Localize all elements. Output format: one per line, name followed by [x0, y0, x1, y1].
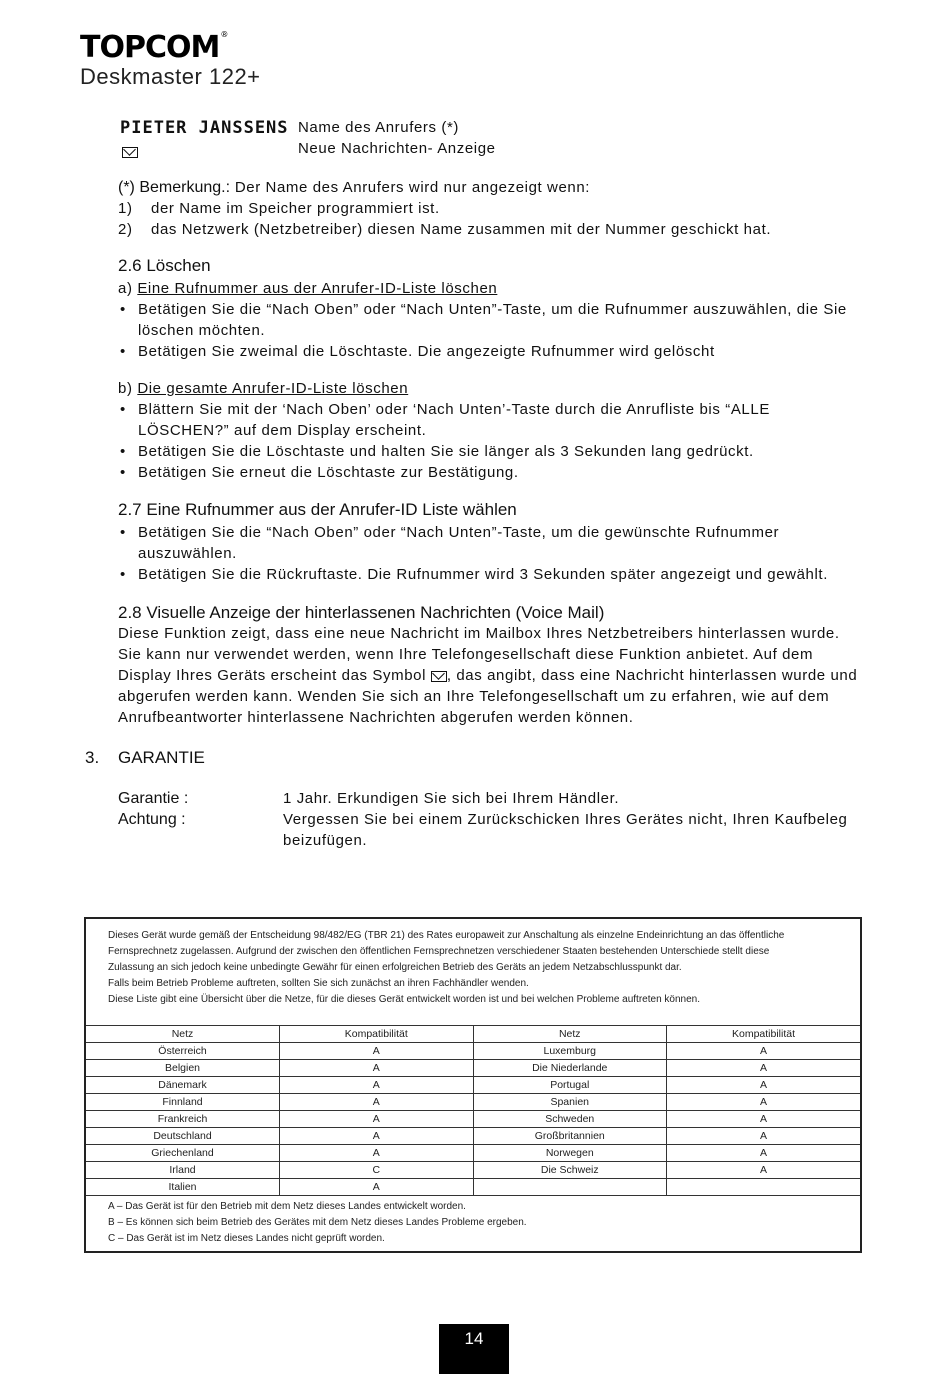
warranty-block: [118, 788, 858, 851]
caller-name-label: Name des Anrufers (*): [298, 119, 459, 136]
table-cell: Großbritannien: [473, 1128, 667, 1145]
table-row: [86, 1128, 860, 1145]
sub-a-list: [118, 299, 858, 362]
table-cell: Die Schweiz: [473, 1162, 667, 1179]
table-cell: Luxemburg: [473, 1043, 667, 1060]
table-cell: [473, 1179, 667, 1196]
table-cell: A: [280, 1060, 474, 1077]
table-cell: A: [280, 1077, 474, 1094]
table-cell: A: [667, 1128, 861, 1145]
column-header: Netz: [86, 1026, 280, 1043]
column-header: Kompatibilität: [667, 1026, 861, 1043]
section-2-8-heading: 2.8 Visuelle Anzeige der hinterlassenen Nachrichten (Voice Mail): [118, 603, 605, 622]
table-cell: Österreich: [86, 1043, 280, 1060]
remark-item-number: 1): [118, 200, 133, 217]
table-row: [86, 1077, 860, 1094]
sub-a-prefix: a): [118, 280, 138, 297]
new-messages-label: Neue Nachrichten- Anzeige: [298, 140, 496, 157]
intro-line: Diese Liste gibt eine Übersicht über die Netze, für die dieses Gerät entwickelt worden ist und bei welchen Probleme auftreten können.: [108, 994, 700, 1005]
table-header-row: [86, 1026, 860, 1043]
table-cell: A: [667, 1077, 861, 1094]
sub-b-prefix: b): [118, 380, 138, 397]
list-item: • Betätigen Sie die Rückruftaste. Die Rufnummer wird 3 Sekunden später angezeigt und gewählt.: [138, 564, 858, 585]
table-cell: Finnland: [86, 1094, 280, 1111]
remark-block: [118, 177, 858, 240]
table-cell: A: [280, 1111, 474, 1128]
list-item: • Blättern Sie mit der ‘Nach Oben’ oder ‘Nach Unten’-Taste durch die Anrufliste bis “ALLE LÖSCHEN?” auf dem Display erscheint.: [138, 399, 858, 441]
table-cell: A: [280, 1094, 474, 1111]
table-cell: A: [667, 1162, 861, 1179]
list-item: • Betätigen Sie erneut die Löschtaste zur Bestätigung.: [138, 462, 858, 483]
column-header: Netz: [473, 1026, 667, 1043]
remark-item-number: 2): [118, 221, 133, 238]
sub-b-title: Die gesamte Anrufer-ID-Liste löschen: [137, 380, 409, 397]
remark-text: Der Name des Anrufers wird nur angezeigt wenn:: [230, 179, 591, 196]
table-cell: Die Niederlande: [473, 1060, 667, 1077]
section-2-7-heading: 2.7 Eine Rufnummer aus der Anrufer-ID Liste wählen: [118, 500, 517, 519]
section-2-6: [118, 255, 858, 483]
table-cell: A: [667, 1043, 861, 1060]
lcd-display-sample: PIETER JANSSENS: [120, 118, 289, 138]
table-row: [86, 1043, 860, 1060]
intro-line: Dieses Gerät wurde gemäß der Entscheidung 98/482/EG (TBR 21) des Rates europaweit zur Anschaltung als einzelne Endeinrichtung an das öffentliche: [108, 930, 785, 941]
legend-line: A – Das Gerät ist für den Betrieb mit dem Netz dieses Landes entwickelt worden.: [108, 1201, 466, 1212]
table-row: [86, 1179, 860, 1196]
table-cell: A: [667, 1094, 861, 1111]
table-cell: Schweden: [473, 1111, 667, 1128]
section-2-7: [118, 499, 858, 585]
remark-item-text: der Name im Speicher programmiert ist.: [151, 200, 440, 217]
compliance-box: [84, 917, 862, 1253]
achtung-text: Vergessen Sie bei einem Zurückschicken Ihres Gerätes nicht, Ihren Kaufbeleg beizufügen.: [283, 811, 848, 849]
legend-line: B – Es können sich beim Betrieb des Gerätes mit dem Netz dieses Landes Probleme ergeben.: [108, 1217, 527, 1228]
intro-line: Fernsprechnetz zugelassen. Aufgrund der zwischen den öffentlichen Fernsprechnetzen verschiedener Staaten bestehenden Unterschiede stellt diese: [108, 946, 770, 957]
table-cell: A: [280, 1043, 474, 1060]
topcom-logo: TOPCOM®: [80, 30, 228, 65]
remark-item: [118, 198, 858, 219]
table-cell: A: [667, 1060, 861, 1077]
envelope-icon: [431, 671, 447, 682]
remark-item-text: das Netzwerk (Netzbetreiber) diesen Name zusammen mit der Nummer geschickt hat.: [151, 221, 772, 238]
table-cell: Norwegen: [473, 1145, 667, 1162]
achtung-label: Achtung :: [118, 811, 186, 828]
table-cell: C: [280, 1162, 474, 1179]
table-cell: Italien: [86, 1179, 280, 1196]
envelope-icon: [122, 147, 138, 158]
table-cell: [667, 1179, 861, 1196]
model-title: Deskmaster 122+: [80, 64, 261, 89]
table-cell: Irland: [86, 1162, 280, 1179]
section-2-8-text: Diese Funktion zeigt, dass eine neue Nachricht im Mailbox Ihres Netzbetreibers hinterlassen wurde. Sie kann nur verwendet werden, wenn Ihre Telefongesellschaft diese Funktion anbietet. Auf dem Display Ihres Geräts erscheint das Symbol , das angibt, dass eine Nachricht hinterlassen wurde und abgerufen werden kann. Wenden Sie sich an Ihre Telefongesellschaft um zu erfahren, wie auf dem Anrufbeantworter hinterlassene Nachrichten abgerufen werden können.: [118, 625, 858, 726]
table-cell: Portugal: [473, 1077, 667, 1094]
section-2-8: [118, 602, 858, 728]
table-cell: A: [667, 1111, 861, 1128]
compatibility-table: [86, 1025, 860, 1196]
table-row: [86, 1060, 860, 1077]
remark-title: (*) Bemerkung.:: [118, 179, 231, 196]
table-cell: Griechenland: [86, 1145, 280, 1162]
list-item: • Betätigen Sie die “Nach Oben” oder “Nach Unten”-Taste, um die gewünschte Rufnummer auszuwählen.: [138, 522, 858, 564]
table-row: [86, 1111, 860, 1128]
section-3-heading: 3. GARANTIE: [85, 748, 205, 767]
compatibility-legend: [108, 1199, 527, 1247]
intro-line: Zulassung an sich jedoch keine unbedingte Gewähr für einen erfolgreichen Betrieb des Geräts an jedem Netzabschlusspunkt dar.: [108, 962, 682, 973]
legend-line: C – Das Gerät ist im Netz dieses Landes nicht geprüft worden.: [108, 1233, 385, 1244]
table-cell: Belgien: [86, 1060, 280, 1077]
list-item: • Betätigen Sie zweimal die Löschtaste. Die angezeigte Rufnummer wird gelöscht: [138, 341, 858, 362]
page-number: 14: [439, 1324, 509, 1374]
list-item: • Betätigen Sie die “Nach Oben” oder “Nach Unten”-Taste, um die Rufnummer auszuwählen, die Sie löschen möchten.: [138, 299, 858, 341]
table-cell: A: [280, 1179, 474, 1196]
table-cell: A: [280, 1128, 474, 1145]
list-item: • Betätigen Sie die Löschtaste und halten Sie sie länger als 3 Sekunden lang gedrückt.: [138, 441, 858, 462]
table-cell: Spanien: [473, 1094, 667, 1111]
sub-b-list: [118, 399, 858, 483]
section-2-6-heading: 2.6 Löschen: [118, 256, 211, 275]
table-cell: A: [280, 1145, 474, 1162]
table-cell: Frankreich: [86, 1111, 280, 1128]
compliance-intro: [86, 919, 860, 1015]
garantie-text: 1 Jahr. Erkundigen Sie sich bei Ihrem Händler.: [283, 790, 620, 807]
table-cell: Dänemark: [86, 1077, 280, 1094]
table-row: [86, 1145, 860, 1162]
column-header: Kompatibilität: [280, 1026, 474, 1043]
remark-item: [118, 219, 858, 240]
sub-a-title: Eine Rufnummer aus der Anrufer-ID-Liste löschen: [137, 280, 498, 297]
table-row: [86, 1162, 860, 1179]
garantie-label: Garantie :: [118, 790, 189, 807]
intro-line: Falls beim Betrieb Probleme auftreten, sollten Sie sich zunächst an ihren Fachhändler wenden.: [108, 978, 529, 989]
table-cell: Deutschland: [86, 1128, 280, 1145]
section-2-7-list: [118, 522, 858, 585]
table-cell: A: [667, 1145, 861, 1162]
table-row: [86, 1094, 860, 1111]
remark-list: [118, 198, 858, 240]
